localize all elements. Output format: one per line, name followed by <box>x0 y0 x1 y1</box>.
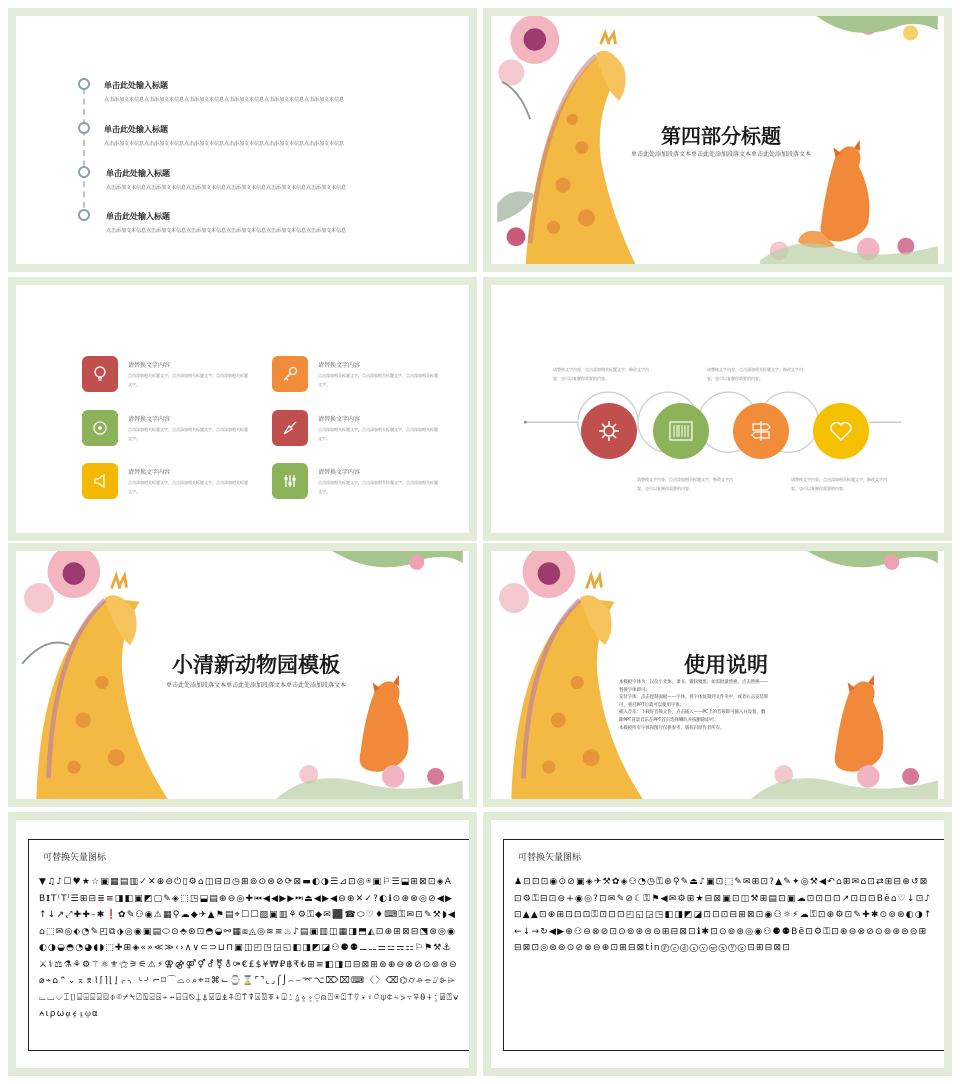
slide-section-title[interactable] <box>483 8 952 272</box>
timeline-item-title[interactable]: 单击此处输入标题 <box>106 168 170 178</box>
item-title[interactable]: 请替换文字内容 <box>128 362 171 369</box>
item-title[interactable]: 请替换文字内容 <box>128 469 171 476</box>
item-body[interactable]: 点击添加相关标题文字，点击添加相关标题文字，点击添加相关标题文字。 <box>318 373 438 387</box>
icon-library-box <box>503 839 946 1051</box>
instruction-line: 本模板所有字体和图片仅供参考，版权归原作者所有。 <box>619 725 725 731</box>
icon-glyph-grid[interactable]: ▼♫♪☐♥★☆▣▦▤▥✓✕⊕⊖⏻▯⚙⌂◫⊟⊡◷⊞⊚⊙⊛⊘⟳⊠▬◐◑☰⊿⊡◎⍟▣⚐☰⬓⊞⊠⊡◈AB𝐈T⁽Tˡ☰⊞⊟≣≡◨◧▣◩▢✎◈⬚◳⬓▤⊕⊖◎✚⏮◀◀▶▶⏭⏏◀▶◀⊖⊕✕✓?◐ℹ⊙⊕⊗◎⊘◀▶↑↓↗⤢✚✚–✱❗✿✎⚇◉⚠▦⚲☁◆✈▲⚑▤⌖☐☐▨▣▥⚘⚙⚿◆✉⬛☎⬭♡♦⌨⚿✉⊡✎⚒◗◀⌂⬚✉◎⬖◔✎◰⧉⬗◎◉▣▤⬭⊙⬘⊛⊡◓◒⚯▦⧈◬◎≋≡♨♪▤▣▥◫▦◨⬒◭⊡⊕⊞⊠⊟⬔⊛◎◉◐◑◒◓◔◕◖◗⬚✚⊞◈«»≪≫‹›∧∨⊂⊃⊔⊓▣◫◰◳◲◱◧◨◩◪⚇⚈⚉⚊⚋⚌⚍⚎⚏⚐⚑⚒⚓⚔⚕⚖⚗⚘⚙⚚⚛⚜⚝⚞⚟⚠⚡⚢⚣⚤⚥⚦⚧⚨⚩€£$¥₩₽฿₹₺⊞≡◧◨⊡⊟⊠⊞⊛⊕⊖⊗⊘⊙⊚⊜⊝⌀⌁⌂⌃⌄⌅⌆⌇⌈⌉⌊⌋⌌⌍⌎⌏⌐⌑⌒⌓⌔⌕⌖⌗⌘⌙⌚⌛⌜⌝⌞⌟⌠⌡⌢⌣⌤⌥⌦⌧⌨〈〉⌫⌬⌭⌮⌯⌰⌱⌲⌳⌴⌵⌶⌷⌸⌹⌺⌻⌼⌽⌾⌿⍀⍁⍂⍃⍄⍅⍆⍇⍈⍉⍊⍋⍌⍍⍎⍏⍐⍑⍒⍓⍔⍕⍖⍗⍘⍙⍚⍛⍜⍝⍞⍟⍠⍡⍢⍣⍤⍥⍦⍧⍨⍩⍪⍫⍬⍭⍮⍯⍰⍱⍲⍳⍴⍵⍶⍷⍸⍹⍺ <box>39 877 460 1019</box>
item-title[interactable]: 请替换文字内容 <box>128 416 171 423</box>
slide-icon-library[interactable] <box>483 812 952 1076</box>
instruction-line: 本模板字体为：汉仪小麦体，隶书，微软雅黑；如需批量替换，点击替换——替换字体即可； <box>619 680 769 693</box>
slide-icon-grid[interactable] <box>8 277 477 541</box>
item-title[interactable]: 请替换文字内容 <box>318 469 361 476</box>
slide-icon-library[interactable] <box>8 812 477 1076</box>
item-title[interactable]: 请替换文字内容 <box>318 416 361 423</box>
sliders-icon <box>272 463 308 499</box>
timeline-item-title[interactable]: 单击此处输入标题 <box>104 124 168 134</box>
heart-icon <box>813 403 869 459</box>
timeline-dot <box>78 166 90 178</box>
icon-library-box <box>28 839 471 1051</box>
slide-process[interactable] <box>483 277 952 541</box>
guitar-icon <box>272 410 308 446</box>
timeline-item-body[interactable]: 点击添加文本信息点击添加文本信息点击添加文本信息点击添加文本信息点击添加文本信息点击添加文本信息 <box>104 141 345 147</box>
section-title[interactable]: 第四部分标题 <box>661 126 781 148</box>
process-text[interactable]: 请替换文字内容，点击添加相关标题文字，修改文字内容，也可以复制你需要的内容。 <box>791 477 887 491</box>
process-text[interactable]: 请替换文字内容，点击添加相关标题文字，修改文字内容，也可以复制你需要的内容。 <box>553 367 649 381</box>
item-body[interactable]: 点击添加相关标题文字，点击添加相关标题文字，点击添加相关标题文字。 <box>128 480 248 494</box>
process-text[interactable]: 请替换文字内容，点击添加相关标题文字，修改文字内容，也可以复制你需要的内容。 <box>707 367 803 381</box>
timeline-dot <box>78 209 90 221</box>
process-text[interactable]: 请替换文字内容，点击添加相关标题文字，修改文字内容，也可以复制你需要的内容。 <box>637 477 733 491</box>
megaphone-icon <box>82 463 118 499</box>
gear-icon <box>581 403 637 459</box>
item-body[interactable]: 点击添加相关标题文字，点击添加相关标题文字，点击添加相关标题文字。 <box>318 427 438 441</box>
signpost-icon <box>733 403 789 459</box>
icon-glyph-grid[interactable]: ♟⊡⊡⊡◉⊙⊘▣◈✈⚒✿◈⚇◔◷⚿⊛⚲✎⏏♪▣⊡⬚✎✉⊞⊡?▲✎✦◎⚒◀↶⌂⊞✉⌂⊡⇄⊞⊟⊕↺⊠⊡⚙⚿⊟⊡⊖+◉◎?⊡✉✎⊘☾⚿⚑◀✉⚙⊞★⊟⊠▣⊡◫⚒⊞▤⊡▣☁⊡⊡⊡⊡↗⊡⊡⊡Bē⌂♡↓⊡♪⊡▲▲⊡⊕⊞⊡⊡⊡⚿⊡⊡⊡◰◱◲◳◧◨◩◪⊡⊡⊡⊟⊞⊠⊡◉⚇☼⚡☁⚿⊡⊕⚙⊡✎✚✱⊙⊚⊛◐◑↑←↓→↻◀▶⊕⚇⊖⊗⊘⊡⊙⊚⊛⊜⊝⊞⊟⊠⊡ℹ✱⊡⊙⊚⊛◎◉⚇⚈⚉Bē⊡⚙⚿⊡⊕⊖⊗⊘⊙⊚⊛⊜⊝⊞⊟⊠⊡◎⊛⊚⊙⊘⊗⊖⊕⊡⊞⊟⊠tⅰnⓟⓒⓓⓢⓥⓦⓧⓨⓩ⊡⊞⊟⊠⊡ <box>514 877 933 953</box>
slide-cover[interactable] <box>8 543 477 807</box>
timeline-item-body[interactable]: 点击添加文本信息点击添加文本信息点击添加文本信息点击添加文本信息点击添加文本信息点击添加文本信息 <box>106 228 347 234</box>
lightbulb-icon <box>82 356 118 392</box>
instruction-line: 插入音乐：下载好音频文件，点击插入——PC上的音频即可插入并设置，删除PPT背景音乐在PPT首页选择喇叭并按删除即可； <box>619 710 766 723</box>
cover-subtitle[interactable]: 单击此处添加段落文本单击此处添加段落文本单击此处添加段落文本 <box>165 682 346 689</box>
timeline-dot <box>78 78 90 90</box>
cover-title[interactable]: 小清新动物园模板 <box>172 654 340 677</box>
item-body[interactable]: 点击添加相关标题文字，点击添加相关标题文字，点击添加相关标题文字。 <box>318 480 438 494</box>
item-body[interactable]: 点击添加相关标题文字，点击添加相关标题文字，点击添加相关标题文字。 <box>128 373 248 387</box>
item-body[interactable]: 点击添加相关标题文字，点击添加相关标题文字，点击添加相关标题文字。 <box>128 427 248 441</box>
icon-library-heading[interactable]: 可替换矢量图标 <box>43 853 107 863</box>
item-title[interactable]: 请替换文字内容 <box>318 362 361 369</box>
timeline-item-body[interactable]: 点击添加文本信息点击添加文本信息点击添加文本信息点击添加文本信息点击添加文本信息点击添加文本信息 <box>106 185 347 191</box>
instruction-line: 安装字体：点击控制面板——字体，将字体复制到文件夹中，或者右击安装即可，重启PPT后就可以使用字体； <box>619 695 769 708</box>
barcode-icon <box>653 403 709 459</box>
instructions-title[interactable]: 使用说明 <box>684 654 768 677</box>
section-subtitle[interactable]: 单击此处添加段落文本单击此处添加段落文本单击此处添加段落文本 <box>630 151 811 158</box>
timeline-item-title[interactable]: 单击此处输入标题 <box>104 80 168 90</box>
timeline-item-title[interactable]: 单击此处输入标题 <box>106 211 170 221</box>
instructions-text[interactable] <box>619 679 769 732</box>
timeline-item-body[interactable]: 点击添加文本信息点击添加文本信息点击添加文本信息点击添加文本信息点击添加文本信息点击添加文本信息 <box>104 97 345 103</box>
key-icon <box>272 356 308 392</box>
process-connector <box>491 285 944 533</box>
slide-instructions[interactable] <box>483 543 952 807</box>
icon-library-heading[interactable]: 可替换矢量图标 <box>518 853 582 863</box>
disc-icon <box>82 410 118 446</box>
timeline-dot <box>78 122 90 134</box>
timeline-line <box>83 78 85 218</box>
slide-timeline[interactable] <box>8 8 477 272</box>
